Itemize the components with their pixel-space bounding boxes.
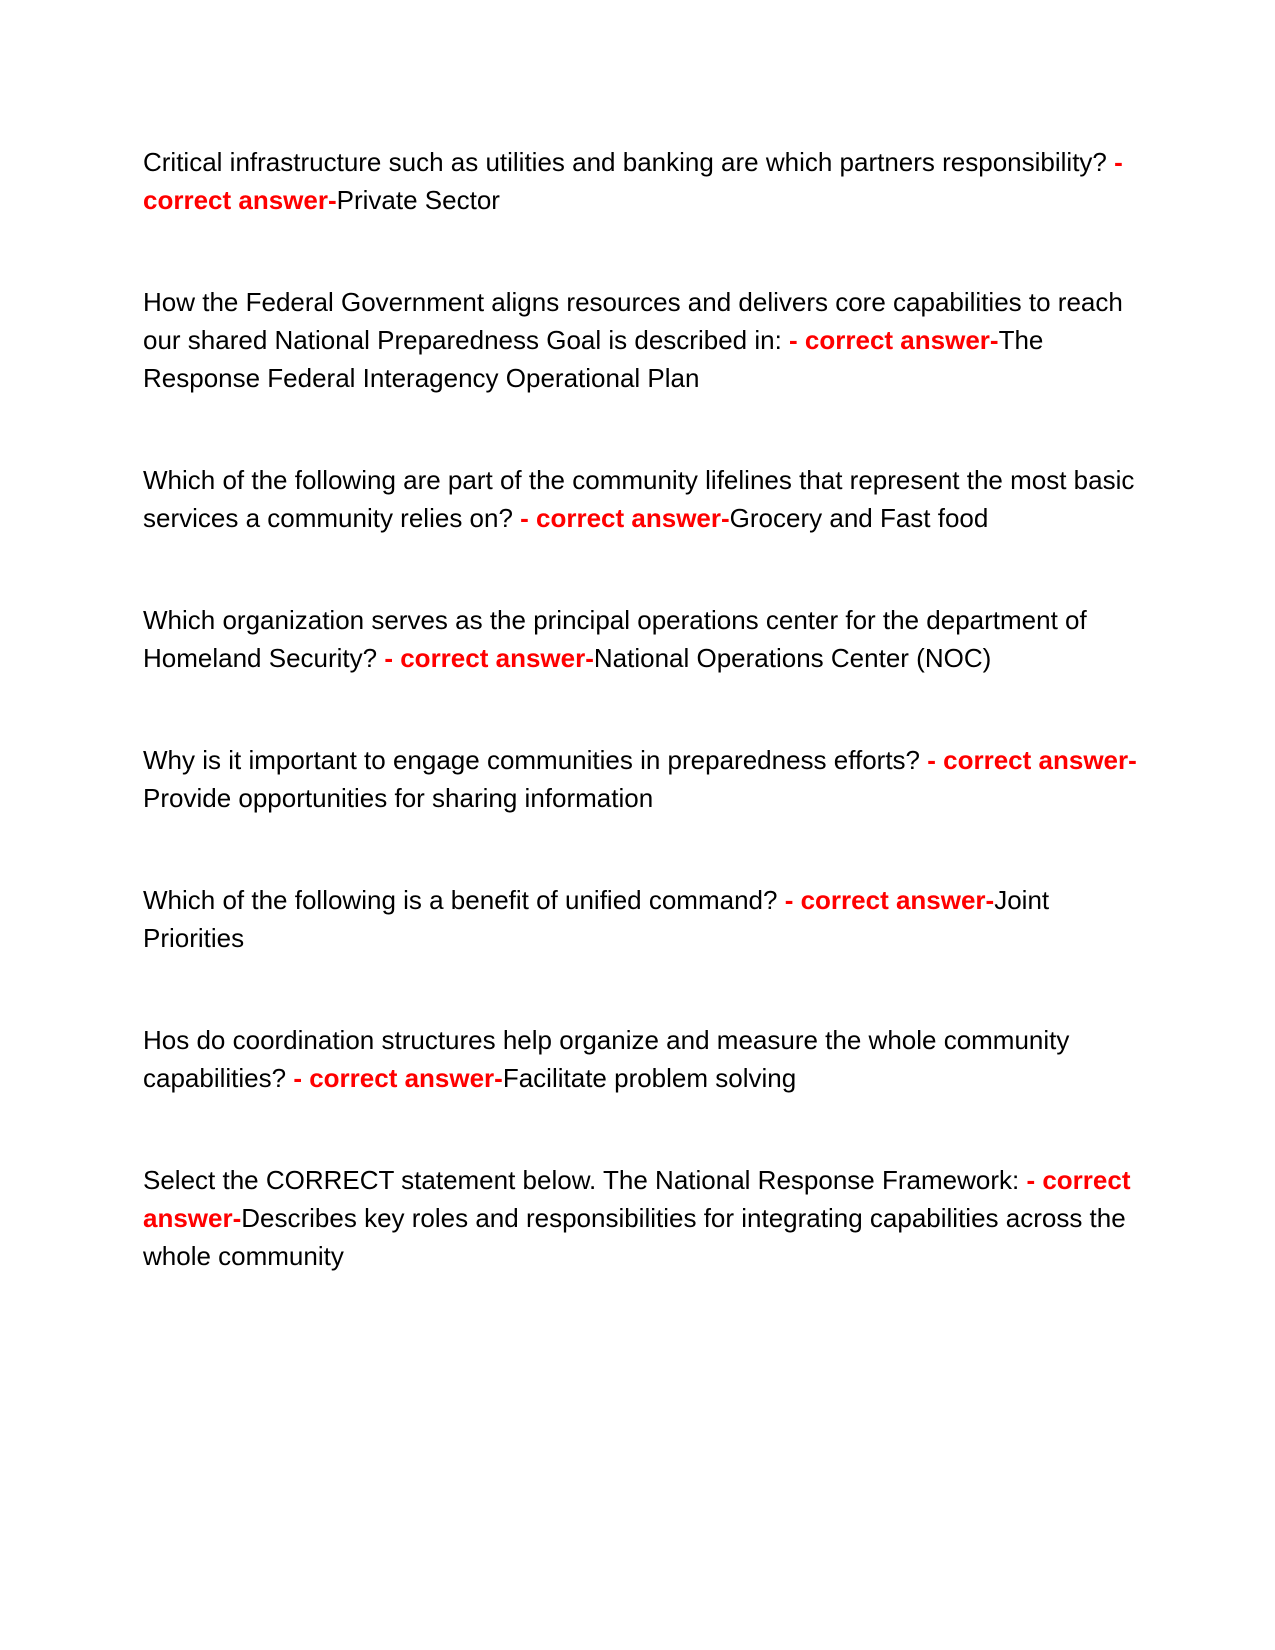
answer-text: Private Sector bbox=[336, 185, 500, 215]
question-text: Why is it important to engage communities in preparedness efforts? bbox=[143, 745, 928, 775]
answer-text: Facilitate problem solving bbox=[502, 1063, 797, 1093]
correct-answer-marker: - correct answer- bbox=[520, 503, 730, 533]
qa-paragraph bbox=[143, 881, 1143, 957]
document-body bbox=[143, 143, 1143, 1339]
question-text: Critical infrastructure such as utilities and banking are which partners responsibility? bbox=[143, 147, 1115, 177]
question-text: Which of the following is a benefit of unified command? bbox=[143, 885, 785, 915]
qa-paragraph bbox=[143, 741, 1143, 817]
qa-paragraph bbox=[143, 1021, 1143, 1097]
correct-answer-marker: - correct answer- bbox=[384, 643, 594, 673]
correct-answer-marker: - correct answer- bbox=[143, 1165, 1131, 1233]
answer-text: Describes key roles and responsibilities for integrating capabilities across the whole community bbox=[143, 1203, 1126, 1271]
question-text: How the Federal Government aligns resources and delivers core capabilities to reach our shared National Preparedness Goal is described in: bbox=[143, 287, 1123, 355]
question-text: Which organization serves as the principal operations center for the department of Homeland Security? bbox=[143, 605, 1087, 673]
correct-answer-marker: - correct answer- bbox=[927, 745, 1137, 775]
answer-text: National Operations Center (NOC) bbox=[593, 643, 992, 673]
qa-paragraph bbox=[143, 461, 1143, 537]
question-text: Select the CORRECT statement below. The National Response Framework: bbox=[143, 1165, 1027, 1195]
question-text: Hos do coordination structures help organize and measure the whole community capabilities? bbox=[143, 1025, 1070, 1093]
answer-text: Provide opportunities for sharing information bbox=[143, 783, 654, 813]
correct-answer-marker: - correct answer- bbox=[789, 325, 999, 355]
question-text: Which of the following are part of the community lifelines that represent the most basic services a community relies on? bbox=[143, 465, 1135, 533]
qa-paragraph bbox=[143, 283, 1143, 397]
qa-paragraph bbox=[143, 601, 1143, 677]
qa-paragraph bbox=[143, 143, 1143, 219]
answer-text: Joint Priorities bbox=[143, 885, 1050, 953]
correct-answer-marker: - correct answer- bbox=[293, 1063, 503, 1093]
answer-text: Grocery and Fast food bbox=[729, 503, 989, 533]
qa-paragraph bbox=[143, 1161, 1143, 1275]
answer-text: The Response Federal Interagency Operational Plan bbox=[143, 325, 1044, 393]
correct-answer-marker: - correct answer- bbox=[143, 147, 1123, 215]
correct-answer-marker: - correct answer- bbox=[784, 885, 995, 915]
